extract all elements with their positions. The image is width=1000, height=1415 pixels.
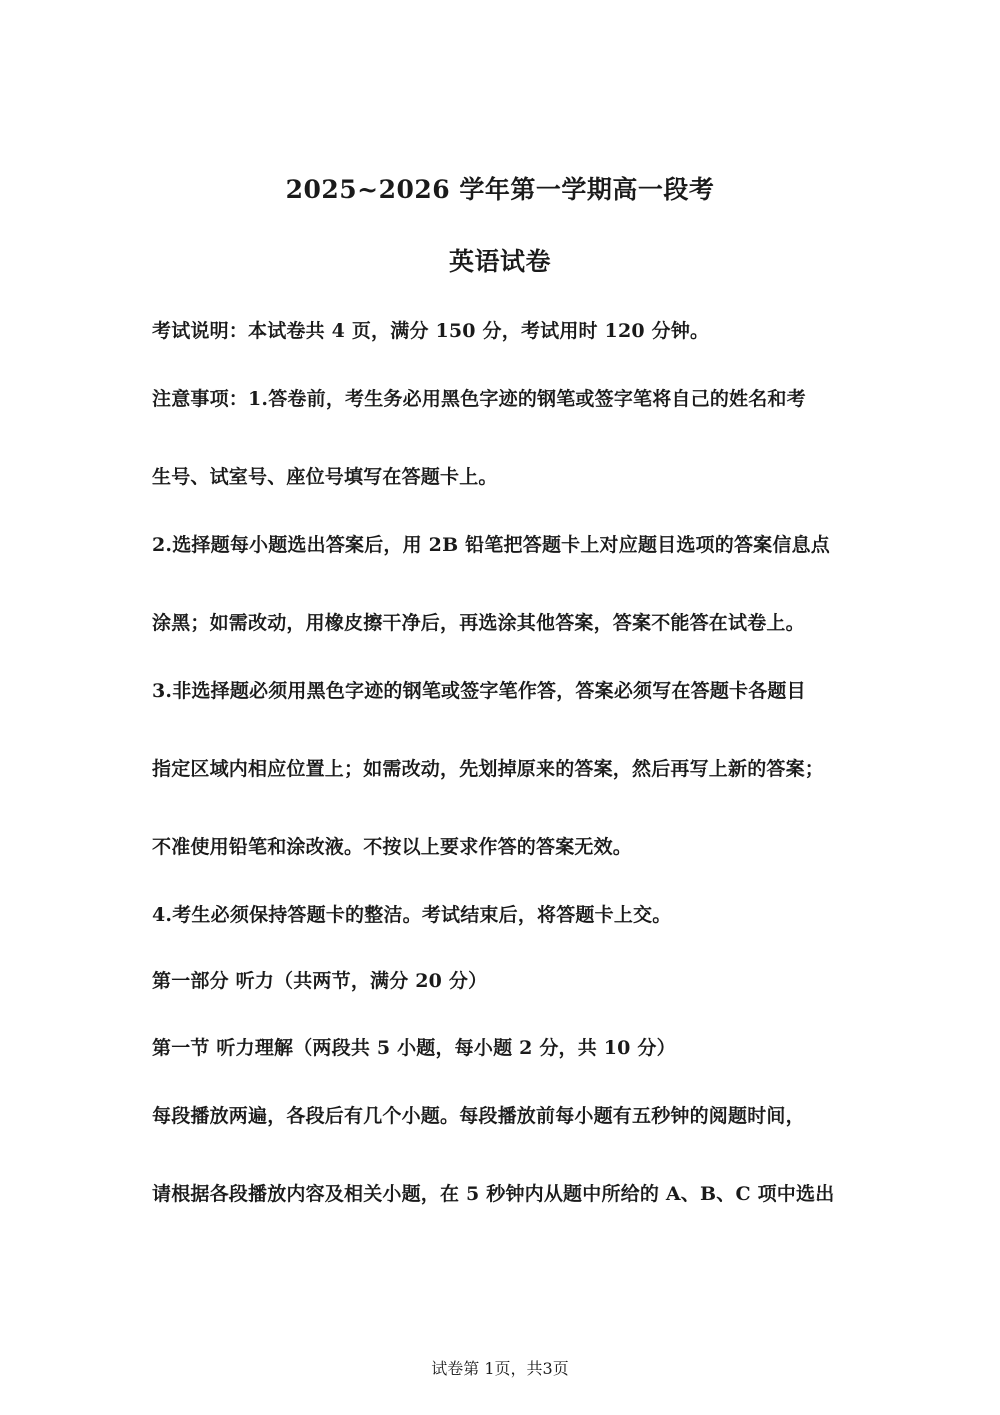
body-line: 请根据各段播放内容及相关小题，在 5 秒钟内从题中所给的 A、B、C 项中选出 xyxy=(152,1183,835,1205)
notice-line: 指定区域内相应位置上；如需改动，先划掉原来的答案，然后再写上新的答案； xyxy=(152,758,825,780)
exam-title: 2025~2026 学年第一学期高一段考 xyxy=(285,175,715,204)
part1-heading: 第一部分 听力（共两节，满分 20 分） xyxy=(152,970,488,992)
notice-line: 不准使用铅笔和涂改液。不按以上要求作答的答案无效。 xyxy=(152,836,633,858)
body-line: 每段播放两遍，各段后有几个小题。每段播放前每小题有五秒钟的阅题时间， xyxy=(152,1105,805,1127)
notice-line: 涂黑；如需改动，用橡皮擦干净后，再选涂其他答案，答案不能答在试卷上。 xyxy=(152,612,805,634)
notice-line: 4.考生必须保持答题卡的整洁。考试结束后，将答题卡上交。 xyxy=(152,904,672,926)
notice-line: 3.非选择题必须用黑色字迹的钢笔或签字笔作答，答案必须写在答题卡各题目 xyxy=(152,680,806,702)
page-footer: 试卷第 1页，共3页 xyxy=(431,1359,569,1378)
section1-heading: 第一节 听力理解（两段共 5 小题，每小题 2 分，共 10 分） xyxy=(152,1037,676,1059)
notice-line: 注意事项：1.答卷前，考生务必用黑色字迹的钢笔或签字笔将自己的姓名和考 xyxy=(152,388,806,410)
notice-line: 生号、试室号、座位号填写在答题卡上。 xyxy=(152,466,498,488)
exam-note: 考试说明：本试卷共 4 页，满分 150 分，考试用时 120 分钟。 xyxy=(152,320,710,342)
exam-subtitle: 英语试卷 xyxy=(448,247,551,276)
notice-line: 2.选择题每小题选出答案后，用 2B 铅笔把答题卡上对应题目选项的答案信息点 xyxy=(152,534,830,556)
